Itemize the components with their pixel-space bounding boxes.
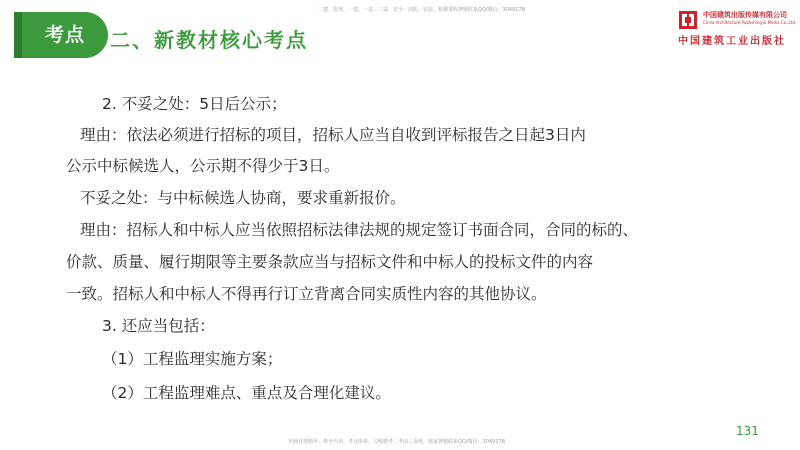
content-line: 不妥之处：与中标候选人协商，要求重新报价。 [80, 189, 406, 207]
publisher-name-en: China Architecture Publishing & Media Co.,Ltd. [703, 20, 797, 25]
page-number: 131 [736, 424, 759, 438]
publisher-logo-block [678, 8, 797, 48]
content-line: （1）工程监理实施方案； [102, 350, 283, 368]
content-line: 2. 不妥之处：5日后公示； [102, 95, 287, 113]
content-line: 公示中标候选人，公示期不得少于3日。 [66, 157, 340, 175]
content-line: 理由：招标人和中标人应当依照招标法律法规的规定签订书面合同，合同的标的、 [80, 221, 639, 239]
publisher-brand: 中国建筑工业出版社 [678, 36, 786, 47]
badge-label: 考点 [44, 24, 85, 46]
header-watermark-note: 二建、监理、一建、一造、二造、安全、消防、安装、检测课程押题联系QQ/微信：304917B [318, 7, 526, 13]
footer-watermark-note: 名师直授精华、典全内训、考点串讲、习题精考、考前三页纸、独家押题联系QQ/微信：304917B [288, 439, 506, 445]
publisher-logo-icon [678, 10, 698, 30]
section-title: 二、新教材核心考点 [110, 28, 308, 52]
publisher-name-cn: 中国建筑出版传媒有限公司 [703, 11, 787, 19]
content-line: 3. 还应当包括： [102, 317, 215, 335]
content-line: 理由：依法必须进行招标的项目，招标人应当自收到评标报告之日起3日内 [80, 126, 586, 144]
content-line: 价款、质量、履行期限等主要条款应当与招标文件和中标人的投标文件的内容 [66, 253, 594, 271]
kaodian-badge [14, 12, 108, 58]
content-line: （2）工程监理难点、重点及合理化建议。 [102, 384, 391, 402]
content-line: 一致。招标人和中标人不得再行订立背离合同实质性内容的其他协议。 [66, 285, 547, 303]
